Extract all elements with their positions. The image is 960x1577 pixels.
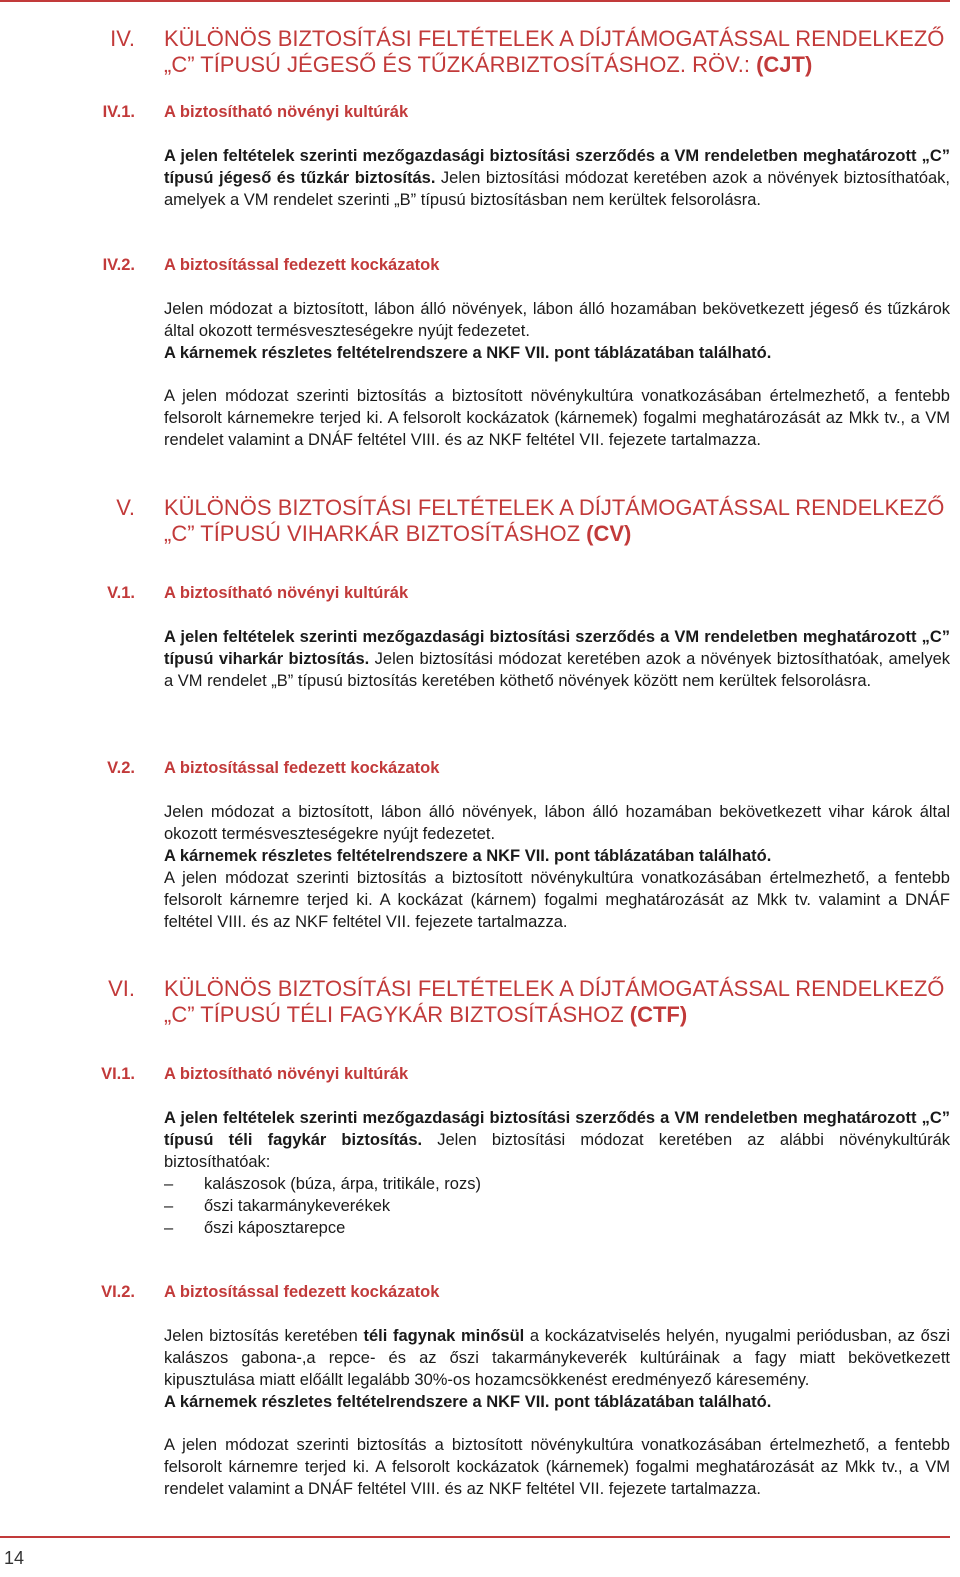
bold-text: téli fagynak minősül xyxy=(363,1327,525,1345)
bold-text: A kárnemek részletes feltételrendszere a NKF VII. pont táblázatában található. xyxy=(164,1393,772,1411)
section-number: VI. xyxy=(108,976,135,1001)
subsection-number: V.1. xyxy=(107,584,135,602)
bold-text: A jelen feltételek szerinti mezőgazdasági biztosítási szerződés a VM rendeletben meghatározott „C” típusú jégeső és tűzkár biztosítás. xyxy=(164,147,950,187)
bottom-rule xyxy=(0,1536,950,1538)
text: Jelen módozat a biztosított, lábon álló növények, lábon álló hozamában bekövetkezett vihar károk által okozott termésveszteségekre nyújt fedezetet. xyxy=(164,803,950,843)
subsection-number: VI.1. xyxy=(101,1065,135,1083)
text: Jelen biztosítás keretében xyxy=(164,1327,364,1345)
section-code: (CV) xyxy=(586,521,632,546)
paragraph-text: A jelen módozat szerinti biztosítás a biztosított növénykultúra vonatkozásában értelmezhető, a fentebb felsorolt kárnemre terjed ki. A felsorolt kockázatok (kárnemek) fogalmi meghatározását az Mkk tv., a VM rendelet valamint a DNÁF feltétel VIII. és az NKF feltétel VII. fejezete tartalmazza. xyxy=(164,1436,950,1498)
subsection-title: A biztosítással fedezett kockázatok xyxy=(164,1283,440,1301)
text: Jelen módozat a biztosított, lábon álló növények, lábon álló hozamában bekövetkezett jégeső és tűzkárok által okozott termésveszteségekre nyújt fedezetet. xyxy=(164,300,950,340)
paragraph-text xyxy=(164,298,950,364)
dash-bullet: – xyxy=(164,1175,174,1193)
text: Jelen biztosítási módozat keretében azok a növények biztosíthatóak, amelyek a VM rendelet szerinti „B” típusú biztosításban nem kerültek felsorolásra. xyxy=(164,169,951,209)
dash-bullet: – xyxy=(164,1219,174,1237)
section-title-text: KÜLÖNÖS BIZTOSÍTÁSI FELTÉTELEK A DÍJTÁMOGATÁSSAL RENDELKEZŐ „C” TÍPUSÚ JÉGESŐ ÉS TŰZKÁRBIZTOSÍTÁSHOZ. RÖV.: xyxy=(164,26,945,77)
dash-bullet: – xyxy=(164,1197,174,1215)
list-item xyxy=(164,1173,950,1195)
paragraph-text xyxy=(164,1107,950,1173)
subsection-number: VI.2. xyxy=(101,1283,135,1301)
list-item-text: őszi káposztarepce xyxy=(204,1219,346,1237)
paragraph-text xyxy=(164,1325,950,1413)
bold-text: A kárnemek részletes feltételrendszere a NKF VII. pont táblázatában található. xyxy=(164,847,772,865)
subsection-number: IV.1. xyxy=(102,103,135,121)
list-item-text: kalászosok (búza, árpa, tritikále, rozs) xyxy=(204,1175,481,1193)
paragraph-text xyxy=(164,626,950,692)
paragraph-text xyxy=(164,145,950,211)
bold-text: A jelen feltételek szerinti mezőgazdasági biztosítási szerződés a VM rendeletben meghatározott „C” típusú viharkár biztosítás. xyxy=(164,628,950,668)
section-title-text: KÜLÖNÖS BIZTOSÍTÁSI FELTÉTELEK A DÍJTÁMOGATÁSSAL RENDELKEZŐ „C” TÍPUSÚ TÉLI FAGYKÁR BIZTOSÍTÁSHOZ xyxy=(164,976,945,1027)
bold-text: A jelen feltételek szerinti mezőgazdasági biztosítási szerződés a VM rendeletben meghatározott „C” típusú téli fagykár biztosítás. xyxy=(164,1109,950,1149)
subsection-title: A biztosítható növényi kultúrák xyxy=(164,584,409,602)
text: A jelen módozat szerinti biztosítás a biztosított növénykultúra vonatkozásában értelmezhető, a fentebb felsorolt kárnemre terjed ki. A kockázat (kárnem) fogalmi meghatározását az Mkk tv. valamint a DNÁF feltétel VIII. és az NKF feltétel VII. fejezete tartalmazza. xyxy=(164,869,950,931)
subsection-title: A biztosítható növényi kultúrák xyxy=(164,1065,409,1083)
paragraph-text xyxy=(164,801,950,933)
section-number: IV. xyxy=(110,26,135,51)
section-title-text: KÜLÖNÖS BIZTOSÍTÁSI FELTÉTELEK A DÍJTÁMOGATÁSSAL RENDELKEZŐ „C” TÍPUSÚ VIHARKÁR BIZTOSÍTÁSHOZ xyxy=(164,495,945,546)
list-item-text: őszi takarmánykeverékek xyxy=(204,1197,391,1215)
text: Jelen biztosítási módozat keretében az alábbi növénykultúrák biztosíthatóak: xyxy=(164,1131,950,1171)
subsection-number: IV.2. xyxy=(102,256,135,274)
section-title xyxy=(164,976,950,1028)
list-item xyxy=(164,1217,950,1239)
subsection-title: A biztosítással fedezett kockázatok xyxy=(164,759,440,777)
subsection-number: V.2. xyxy=(107,759,135,777)
section-title xyxy=(164,495,950,547)
top-rule xyxy=(0,0,950,2)
text: Jelen biztosítási módozat keretében azok a növények biztosíthatóak, amelyek a VM rendelet „B” típusú biztosítás keretében köthető növények között nem kerültek felsorolásra. xyxy=(164,650,950,690)
subsection-title: A biztosítással fedezett kockázatok xyxy=(164,256,440,274)
list-item xyxy=(164,1195,950,1217)
section-number: V. xyxy=(116,495,135,520)
list xyxy=(164,1173,950,1239)
page-number: 14 xyxy=(4,1548,25,1568)
paragraph-text: A jelen módozat szerinti biztosítás a biztosított növénykultúra vonatkozásában értelmezhető, a fentebb felsorolt kárnemekre terjed ki. A felsorolt kockázatok (kárnemek) fogalmi meghatározását az Mkk tv., a VM rendelet valamint a DNÁF feltétel VIII. és az NKF feltétel VII. fejezete tartalmazza. xyxy=(164,387,950,449)
subsection-title: A biztosítható növényi kultúrák xyxy=(164,103,409,121)
section-code: (CJT) xyxy=(756,52,813,77)
text: a kockázatviselés helyén, nyugalmi periódusban, az őszi kalászos gabona-,a repce- és az őszi takarmánykeverék kultúráinak a fagy miatt bekövetkezett kipusztulása miatt előállt legalább 30%-os hozamcsökkenést eredményező káresemény. xyxy=(164,1327,950,1389)
bold-text: A kárnemek részletes feltételrendszere a NKF VII. pont táblázatában található. xyxy=(164,344,772,362)
section-title xyxy=(164,26,950,78)
section-code: (CTF) xyxy=(629,1002,688,1027)
